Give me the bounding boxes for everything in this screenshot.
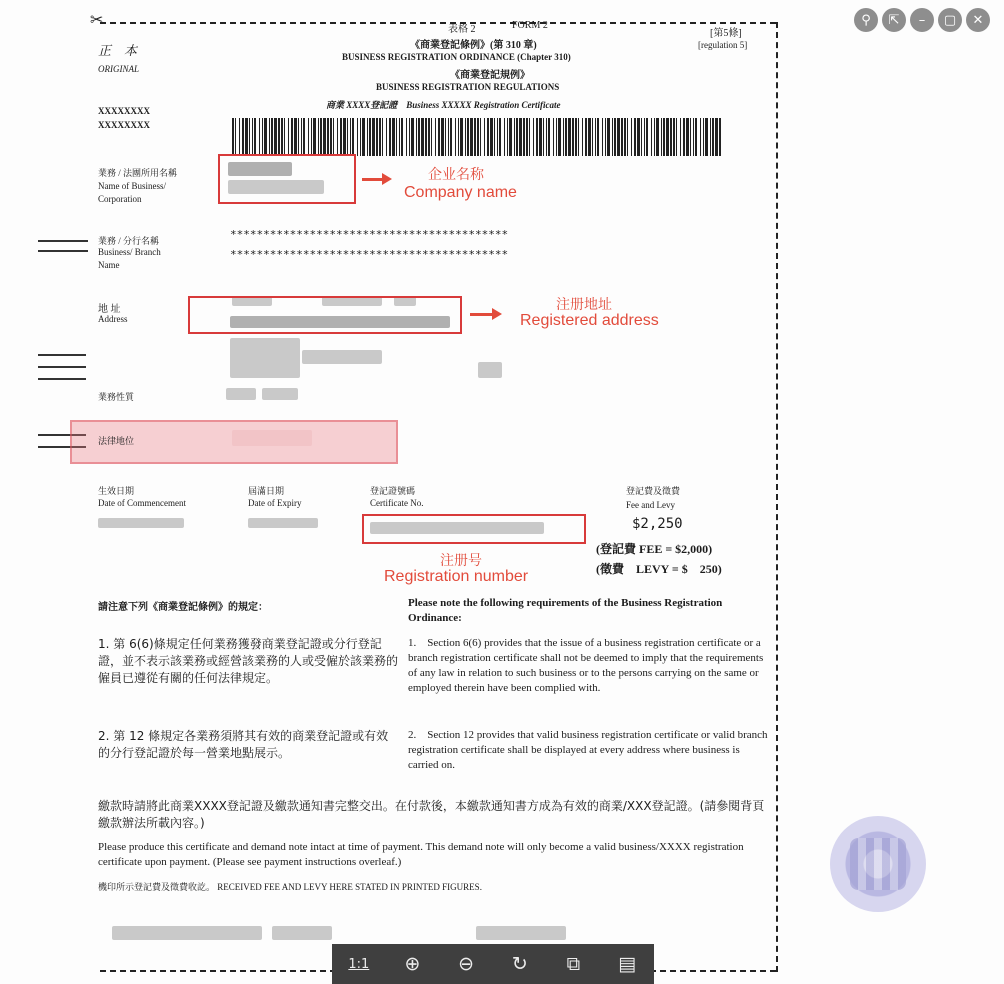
form-ref-en: [regulation 5]	[698, 40, 748, 50]
notes-heading-zh: 請注意下列《商業登記條例》的規定：	[98, 602, 268, 613]
id-line-1: XXXXXXXX	[98, 106, 150, 116]
regulations-zh: 《商業登記規例》	[450, 70, 530, 81]
branch-label-zh: 業務 / 分行名稱	[98, 236, 160, 246]
margin-mark	[38, 378, 86, 380]
zoom-in-icon[interactable]: ⊕	[404, 953, 421, 975]
cut-line-right	[776, 22, 778, 972]
redacted-nature	[226, 388, 256, 400]
notes-heading-en: Please note the following requirements of the Business Registration Ordinance:	[408, 597, 723, 624]
certificate-title: 商業 XXXX登記證 Business XXXXX Registration Certificate	[326, 100, 561, 110]
commence-label-en: Date of Commencement	[98, 498, 186, 508]
regulations-en: BUSINESS REGISTRATION REGULATIONS	[376, 82, 560, 92]
redacted-footer	[272, 926, 332, 940]
branch-stars-2: ******************************************	[230, 248, 509, 261]
save-icon[interactable]: ▤	[618, 953, 637, 975]
rotate-icon[interactable]: ↻	[511, 953, 528, 975]
address-label-zh: 地 址	[98, 304, 121, 315]
note-2-zh: 2. 第 12 條規定各業務須將其有效的商業登記證或有效的分行登記證於每一營業地點展示。	[98, 729, 389, 760]
scissors-icon: ✂	[90, 10, 104, 29]
redacted-expiry	[248, 518, 318, 528]
ordinance-en: BUSINESS REGISTRATION ORDINANCE (Chapter 310)	[342, 52, 571, 62]
nature-label-zh: 業務性質	[98, 392, 135, 402]
close-icon[interactable]: ✕	[966, 8, 990, 32]
barcode	[232, 118, 722, 156]
payment-note-zh: 繳款時請將此商業XXXX登記證及繳款通知書完整交出。在付款後，本繳款通知書方成為有效的商業/XXX登記證。(請參閱背頁繳款辦法所載內容。)	[98, 799, 765, 830]
margin-mark	[38, 366, 86, 368]
expiry-label-zh: 屆滿日期	[248, 486, 285, 496]
commence-label-zh: 生效日期	[98, 486, 135, 496]
regno-annotation-zh: 注册号	[440, 552, 482, 568]
redacted-address	[302, 350, 382, 364]
maximize-icon[interactable]: ▢	[938, 8, 962, 32]
address-highlight	[188, 296, 462, 334]
redacted-address	[230, 338, 300, 378]
official-stamp	[830, 816, 926, 912]
registration-number-highlight	[362, 514, 586, 544]
redacted-nature	[262, 388, 298, 400]
pin-icon[interactable]: ⚲	[854, 8, 878, 32]
share-icon[interactable]: ⇱	[882, 8, 906, 32]
viewer-toolbar	[332, 944, 654, 984]
id-line-2: XXXXXXXX	[98, 120, 150, 130]
form-label-en: FORM 2	[512, 20, 548, 31]
margin-mark	[38, 240, 88, 242]
company-arrow	[362, 178, 382, 181]
margin-mark	[38, 354, 86, 356]
redacted-legal-status	[232, 430, 312, 446]
original-en: ORIGINAL	[98, 64, 139, 74]
branch-label-en: Business/ Branch Name	[98, 247, 161, 270]
note-1-zh: 1. 第 6(6)條規定任何業務獲發商業登記證或分行登記證，並不表示該業務或經營該業務的人或受僱於該業務的僱員已遵從有關的任何法律規定。	[98, 637, 399, 685]
window-controls	[854, 8, 990, 32]
address-arrow-head	[492, 308, 502, 320]
margin-mark	[38, 250, 88, 252]
registration-certificate	[90, 10, 784, 976]
redacted-commence	[98, 518, 184, 528]
company-annotation-zh: 企业名称	[428, 166, 484, 182]
name-label-en: Name of Business/ Corporation	[98, 181, 166, 204]
levy-breakdown: (徵費 LEVY = $ 250)	[596, 562, 722, 576]
address-annotation-zh: 注册地址	[556, 296, 612, 312]
certno-label-en: Certificate No.	[370, 498, 424, 508]
fee-label-en: Fee and Levy	[626, 500, 675, 510]
name-label-zh: 業務 / 法團所用名稱	[98, 168, 178, 178]
cut-line-top	[100, 22, 776, 24]
redacted-footer	[112, 926, 262, 940]
legal-label-zh: 法律地位	[98, 436, 135, 446]
ordinance-zh: 《商業登記條例》(第 310 章)	[410, 40, 537, 51]
fee-breakdown: (登記費 FEE = $2,000)	[596, 542, 713, 556]
payment-note-en: Please produce this certificate and demand note intact at time of payment. This demand note will only become a valid business/XXXX registration certificate upon payment. (Please see payment instructions overleaf.)	[98, 841, 744, 868]
form-ref-zh: [第5條]	[710, 28, 742, 39]
crop-icon[interactable]: ⧉	[566, 953, 581, 975]
original-zh: 正 本	[98, 43, 138, 58]
expiry-label-en: Date of Expiry	[248, 498, 302, 508]
address-arrow	[470, 313, 492, 316]
fee-label-zh: 登記費及徵費	[626, 486, 681, 496]
minimize-icon[interactable]: –	[910, 8, 934, 32]
certno-label-zh: 登記證號碼	[370, 486, 416, 496]
note-1-en: 1. Section 6(6) provides that the issue of a business registration certificate or a branch registration certificate shall not be deemed to imply that the requirements of any law in relation to such business or to the persons carrying on the same or employed therein have been complied with.	[408, 637, 764, 694]
redacted-address	[478, 362, 502, 378]
branch-stars-1: ******************************************	[230, 228, 509, 241]
redacted-footer	[476, 926, 566, 940]
company-arrow-head	[382, 173, 392, 185]
received-note: 機印所示登記費及徵費收訖。 RECEIVED FEE AND LEVY HERE STATED IN PRINTED FIGURES.	[98, 882, 482, 892]
fee-total: $2,250	[632, 516, 683, 532]
company-name-highlight	[218, 154, 356, 204]
address-label-en: Address	[98, 314, 128, 324]
zoom-out-icon[interactable]: ⊖	[458, 953, 475, 975]
form-label-zh: 表格 2	[448, 24, 476, 35]
company-annotation-en: Company name	[404, 184, 517, 201]
note-2-en: 2. Section 12 provides that valid business registration certificate or valid branch registration certificate shall be displayed at every address where business is carried on.	[408, 729, 768, 771]
actual-size-button[interactable]: 1:1	[348, 956, 370, 972]
regno-annotation-en: Registration number	[384, 568, 529, 585]
address-annotation-en: Registered address	[520, 312, 659, 329]
